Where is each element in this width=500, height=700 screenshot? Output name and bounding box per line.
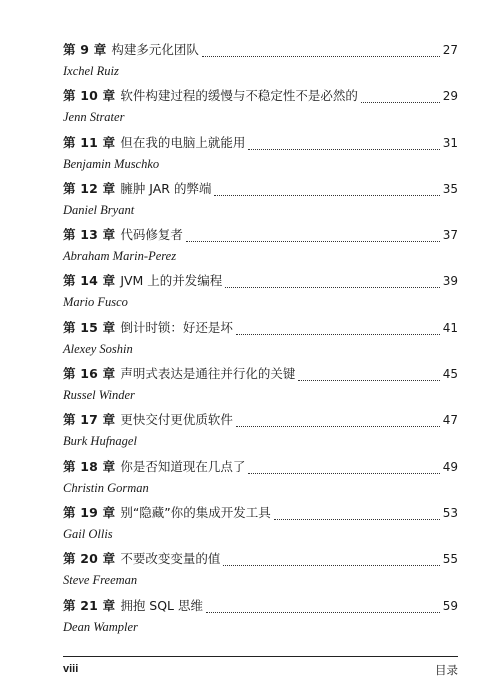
toc-entry[interactable] xyxy=(63,225,458,271)
dot-leader xyxy=(186,241,440,242)
toc-line xyxy=(63,225,458,245)
page-number: 37 xyxy=(442,228,458,243)
chapter-number: 第 10 章 xyxy=(63,88,116,104)
dot-leader xyxy=(248,473,439,474)
page-number: 45 xyxy=(442,367,458,382)
page-number: 49 xyxy=(442,459,458,474)
page-number: 29 xyxy=(442,89,458,104)
chapter-title: 不要改变变量的值 xyxy=(120,551,221,567)
chapter-title: 软件构建过程的缓慢与不稳定性不是必然的 xyxy=(120,88,358,104)
chapter-number: 第 9 章 xyxy=(63,42,107,57)
toc-line xyxy=(63,364,458,384)
chapter-author: Gail Ollis xyxy=(63,526,113,541)
page-number: 35 xyxy=(442,181,458,196)
chapter-number: 第 17 章 xyxy=(63,412,116,428)
toc-entry[interactable] xyxy=(63,364,458,410)
page-number: 53 xyxy=(442,505,458,520)
page-number: 41 xyxy=(442,320,458,335)
table-of-contents xyxy=(63,40,458,642)
chapter-number: 第 18 章 xyxy=(63,458,116,474)
chapter-author: Ixchel Ruiz xyxy=(63,64,119,78)
chapter-author: Steve Freeman xyxy=(63,573,138,588)
dot-leader xyxy=(361,102,440,103)
chapter-author: Daniel Bryant xyxy=(63,202,135,217)
dot-leader xyxy=(298,380,439,381)
toc-line xyxy=(63,40,458,60)
chapter-title: 代码修复者 xyxy=(120,227,183,243)
toc-line xyxy=(63,318,458,338)
page-number: 55 xyxy=(442,552,458,567)
dot-leader xyxy=(223,565,439,566)
chapter-number: 第 21 章 xyxy=(63,597,116,613)
toc-line xyxy=(63,133,458,153)
dot-leader xyxy=(248,149,439,150)
page-number: 31 xyxy=(442,135,458,150)
chapter-title: 构建多元化团队 xyxy=(111,42,199,57)
page-footer xyxy=(63,656,458,681)
chapter-title: 声明式表达是通往并行化的关键 xyxy=(120,366,296,382)
toc-entry[interactable] xyxy=(63,86,458,132)
chapter-author: Burk Hufnagel xyxy=(63,434,137,449)
toc-line xyxy=(63,457,458,477)
toc-line xyxy=(63,179,458,199)
toc-entry[interactable] xyxy=(63,410,458,456)
chapter-title: 拥抱 SQL 思维 xyxy=(120,597,203,613)
toc-line xyxy=(63,596,458,616)
toc-line xyxy=(63,86,458,106)
chapter-number: 第 15 章 xyxy=(63,319,116,335)
toc-entry[interactable] xyxy=(63,596,458,642)
dot-leader xyxy=(206,612,440,613)
chapter-author: Alexey Soshin xyxy=(63,341,133,356)
page-number: 39 xyxy=(442,274,458,289)
dot-leader xyxy=(236,426,440,427)
footer-section-title: 目录 xyxy=(435,663,458,677)
chapter-number: 第 19 章 xyxy=(63,504,116,520)
page-number: 47 xyxy=(442,413,458,428)
toc-entry[interactable] xyxy=(63,179,458,225)
chapter-number: 第 14 章 xyxy=(63,273,116,289)
chapter-title: 别“隐藏”你的集成开发工具 xyxy=(120,504,271,520)
chapter-author: Russel Winder xyxy=(63,388,135,403)
footer-page-number: viii xyxy=(63,663,79,675)
dot-leader xyxy=(274,519,440,520)
page-number: 59 xyxy=(442,598,458,613)
chapter-author: Dean Wampler xyxy=(63,619,138,634)
toc-entry[interactable] xyxy=(63,457,458,503)
chapter-author: Mario Fusco xyxy=(63,295,128,310)
chapter-title: 更快交付更优质软件 xyxy=(120,412,233,428)
toc-line xyxy=(63,271,458,291)
chapter-author: Jenn Strater xyxy=(63,110,125,125)
dot-leader xyxy=(225,287,439,288)
toc-line xyxy=(63,503,458,523)
toc-entry[interactable] xyxy=(63,503,458,549)
dot-leader xyxy=(214,195,439,196)
chapter-title: 你是否知道现在几点了 xyxy=(120,458,246,474)
chapter-author: Christin Gorman xyxy=(63,480,149,495)
toc-entry[interactable] xyxy=(63,549,458,595)
chapter-title: 但在我的电脑上就能用 xyxy=(120,134,246,150)
chapter-title: 臃肿 JAR 的弊端 xyxy=(120,180,212,196)
page-number: 27 xyxy=(442,43,458,57)
chapter-title: JVM 上的并发编程 xyxy=(120,273,223,289)
chapter-number: 第 13 章 xyxy=(63,227,116,243)
chapter-number: 第 12 章 xyxy=(63,180,116,196)
chapter-number: 第 16 章 xyxy=(63,366,116,382)
toc-entry[interactable] xyxy=(63,318,458,364)
chapter-author: Benjamin Muschko xyxy=(63,156,160,171)
chapter-number: 第 20 章 xyxy=(63,551,116,567)
toc-line xyxy=(63,410,458,430)
chapter-number: 第 11 章 xyxy=(63,134,116,150)
toc-line xyxy=(63,549,458,569)
toc-entry[interactable] xyxy=(63,133,458,179)
chapter-author: Abraham Marin-Perez xyxy=(63,249,177,264)
dot-leader xyxy=(236,334,440,335)
chapter-title: 倒计时锁：好还是坏 xyxy=(120,319,233,335)
toc-entry[interactable] xyxy=(63,271,458,317)
toc-entry[interactable] xyxy=(63,40,458,86)
dot-leader xyxy=(202,56,440,57)
